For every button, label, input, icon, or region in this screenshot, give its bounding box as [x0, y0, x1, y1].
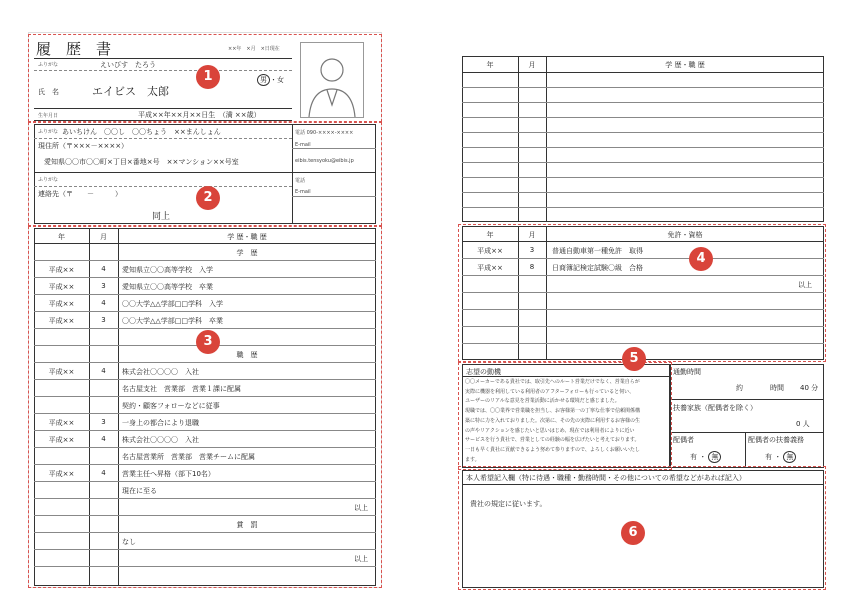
history-row-month: 3 [101, 282, 106, 290]
addr-furigana: あいちけん 〇〇し 〇〇ちょう ××まんしょん [62, 128, 221, 136]
right-upper-row-line [462, 132, 824, 133]
history-row-year: 平成×× [48, 283, 75, 291]
spouse-duty-circled: 無 [783, 451, 796, 463]
commute-minutes: 40 分 [800, 384, 819, 392]
full-name: エイビス 太郎 [92, 85, 169, 98]
history-row-year: 平成×× [48, 300, 75, 308]
name-label: 氏 名 [38, 88, 59, 96]
spouse-value-text: 有 ・ [690, 453, 707, 461]
history-row-text: 営業主任へ昇格（部下10名） [122, 470, 215, 478]
badge-1: 1 [196, 65, 220, 89]
right-upper-row-line [462, 87, 824, 88]
license-row-year: 平成×× [477, 247, 503, 255]
history-row-text: 契約・顧客フォローなどに従事 [122, 402, 220, 410]
address-value: 愛知県〇〇市〇〇町×丁目×番地×号 ××マンション××号室 [44, 158, 239, 166]
history-row-text: 名古屋支社 営業部 営業１課に配属 [122, 385, 241, 393]
license-row-year: 平成×× [477, 264, 503, 272]
history-row-text: 株式会社〇〇〇〇 入社 [122, 436, 199, 444]
spouse-divider [745, 432, 746, 468]
motive-line: ユーザーのリアルな意見を営業活動に活かせる環境だと感じました。 [465, 398, 620, 405]
badge-6: 6 [621, 521, 645, 545]
right-header-year: 年 [486, 61, 494, 69]
wish-text: 貴社の規定に従います。 [470, 500, 547, 508]
history-row-year: 平成×× [48, 266, 75, 274]
furigana-label: ふりがな [38, 62, 59, 68]
contact-furigana-label: ふりがな [38, 177, 59, 183]
history-row-month: 4 [101, 469, 106, 477]
right-header-content: 学 歴・職 歴 [665, 61, 705, 69]
history-row-month: 4 [101, 435, 106, 443]
license-row-text: 日商簿記検定試験〇級 合格 [552, 264, 643, 272]
dependents-label: 扶養家族（配偶者を除く） [673, 404, 757, 412]
history-row-text: 名古屋営業所 営業部 営業チームに配属 [122, 453, 255, 461]
contact-label: 連絡先（〒 － ） [38, 190, 122, 198]
commute-line [670, 399, 824, 400]
right-upper-row-line [462, 177, 824, 178]
gender-rest: ・女 [270, 76, 284, 84]
history-row-month: 4 [101, 367, 106, 375]
date-line: ××年 ×月 ×日現在 [228, 46, 280, 52]
history-header-content: 学 歴・職 歴 [227, 233, 267, 241]
email-label-2: E-mail [295, 189, 311, 195]
spouse-circled: 無 [708, 451, 721, 463]
spouse-duty-value-text: 有 ・ [765, 453, 782, 461]
history-row-year: 平成×× [48, 470, 75, 478]
addr-label: 現住所（〒×××－××××） [38, 142, 129, 150]
motive-line: 〇〇メーカーである貴社では、取引先へのルート営業だけでなく、営業自らが [465, 379, 640, 385]
birth-value: 平成××年××月××日生 （満 ××歳） [138, 111, 261, 119]
history-row-year: 平成×× [48, 436, 75, 444]
license-row-text: 普通自動車第一種免許 取得 [552, 247, 643, 255]
history-row-text: 愛知県立〇〇高等学校 卒業 [122, 283, 213, 291]
furigana-name: えいびす たろう [100, 61, 156, 69]
wish-title: 本人希望記入欄（特に待遇・職種・勤務時間・その他についての希望などがあれば記入） [466, 474, 746, 482]
badge-3: 3 [196, 330, 220, 354]
history-row-text: 現在に至る [122, 487, 157, 495]
badge-2: 2 [196, 186, 220, 210]
history-row-text: なし [122, 538, 136, 546]
right-upper-table [462, 56, 824, 222]
history-row-month: 3 [101, 316, 106, 324]
right-upper-col2 [546, 56, 547, 222]
history-header-month: 月 [100, 233, 107, 241]
badge-5: 5 [622, 347, 646, 371]
history-row-text: 以上 [354, 555, 368, 563]
history-row-text: 株式会社〇〇〇〇 入社 [122, 368, 199, 376]
history-row-year: 平成×× [48, 317, 75, 325]
history-row-text: 職 歴 [236, 351, 258, 359]
section-3-outline [28, 226, 382, 588]
section-2-outline [28, 122, 382, 226]
history-row-month: 3 [101, 418, 106, 426]
license-row-text: 以上 [798, 281, 812, 289]
history-row-text: 学 歴 [236, 249, 258, 257]
tel-label-2: 電話 [295, 178, 306, 184]
spouse-duty-value [765, 451, 796, 463]
history-row-text: 〇〇大学△△学部□□学科 卒業 [122, 317, 223, 325]
section-4-outline [458, 224, 826, 362]
tel-value: 090-××××-×××× [306, 130, 354, 136]
history-row-month: 4 [101, 299, 106, 307]
right-upper-row-line [462, 72, 824, 73]
history-row-year: 平成×× [48, 368, 75, 376]
spouse-duty-label: 配偶者の扶養義務 [748, 436, 804, 444]
motive-line: の声やリアクションを感じたいと思いはじめ、現在では利用者によりに近い [465, 427, 635, 434]
license-header-year: 年 [486, 231, 494, 239]
gender-male-circled: 男 [257, 74, 270, 86]
history-row-month: 4 [101, 265, 106, 273]
motive-line: 実際に機器を利用している利用者のアフターフォローも行っていると伺い、 [465, 388, 635, 395]
birth-label: 生年月日 [38, 113, 59, 119]
history-row-year: 平成×× [48, 419, 75, 427]
right-upper-row-line [462, 117, 824, 118]
right-upper-row-line [462, 147, 824, 148]
commute-approx: 約 [736, 384, 743, 392]
license-row-month: 3 [529, 246, 535, 254]
license-header-content: 免許・資格 [667, 231, 703, 239]
motive-line: 一日も早く貴社に貢献できるよう努めて参りますので、よろしくお願いいたし [465, 446, 640, 453]
dependents-line [670, 432, 824, 433]
right-upper-col1 [518, 56, 519, 222]
right-upper-row-line [462, 162, 824, 163]
commute-hour-label: 時間 [770, 384, 784, 392]
history-header-year: 年 [58, 233, 65, 241]
tel-label-text: 電話 [295, 130, 306, 136]
history-row-text: 〇〇大学△△学部□□学科 入学 [122, 300, 223, 308]
spouse-value [690, 451, 721, 463]
motive-line: 現職では、〇〇業界で営業職を担当し、お客様第一の丁寧な仕事で信頼関係構 [465, 408, 641, 415]
license-row-month: 8 [529, 263, 535, 271]
resume-title: 履 歴 書 [36, 40, 112, 58]
badge-4: 4 [689, 247, 713, 271]
addr-furigana-label: ふりがな [38, 129, 59, 135]
history-row-text: 一身上の都合により退職 [122, 419, 199, 427]
section-5-outline [458, 362, 672, 470]
motive-line: サービスを行う貴社で、営業としての経験の幅を広げたいと考えております。 [465, 437, 640, 444]
right-upper-row-line [462, 207, 824, 208]
right-upper-row-line [462, 192, 824, 193]
license-header-month: 月 [528, 231, 536, 239]
right-header-month: 月 [528, 61, 536, 69]
right-upper-row-line [462, 102, 824, 103]
commute-label: 通勤時間 [673, 368, 701, 376]
spouse-label: 配偶者 [673, 436, 694, 444]
history-row-text: 愛知県立〇〇高等学校 入学 [122, 266, 213, 274]
motive-title: 志望の動機 [466, 368, 501, 376]
motive-line: ます。 [465, 456, 480, 463]
history-row-text: 賞 罰 [236, 521, 258, 529]
motive-line: 築に特に力を入れておりました。次第に、その先の実際に利用するお客様の生 [465, 417, 641, 424]
history-row-text: 以上 [354, 504, 368, 512]
email-label: E-mail [295, 142, 311, 148]
email-value: eibis.tensyoku@eibis.jp [295, 158, 354, 164]
contact-value: 同上 [152, 212, 171, 222]
dependents-value: 0 人 [796, 420, 810, 428]
